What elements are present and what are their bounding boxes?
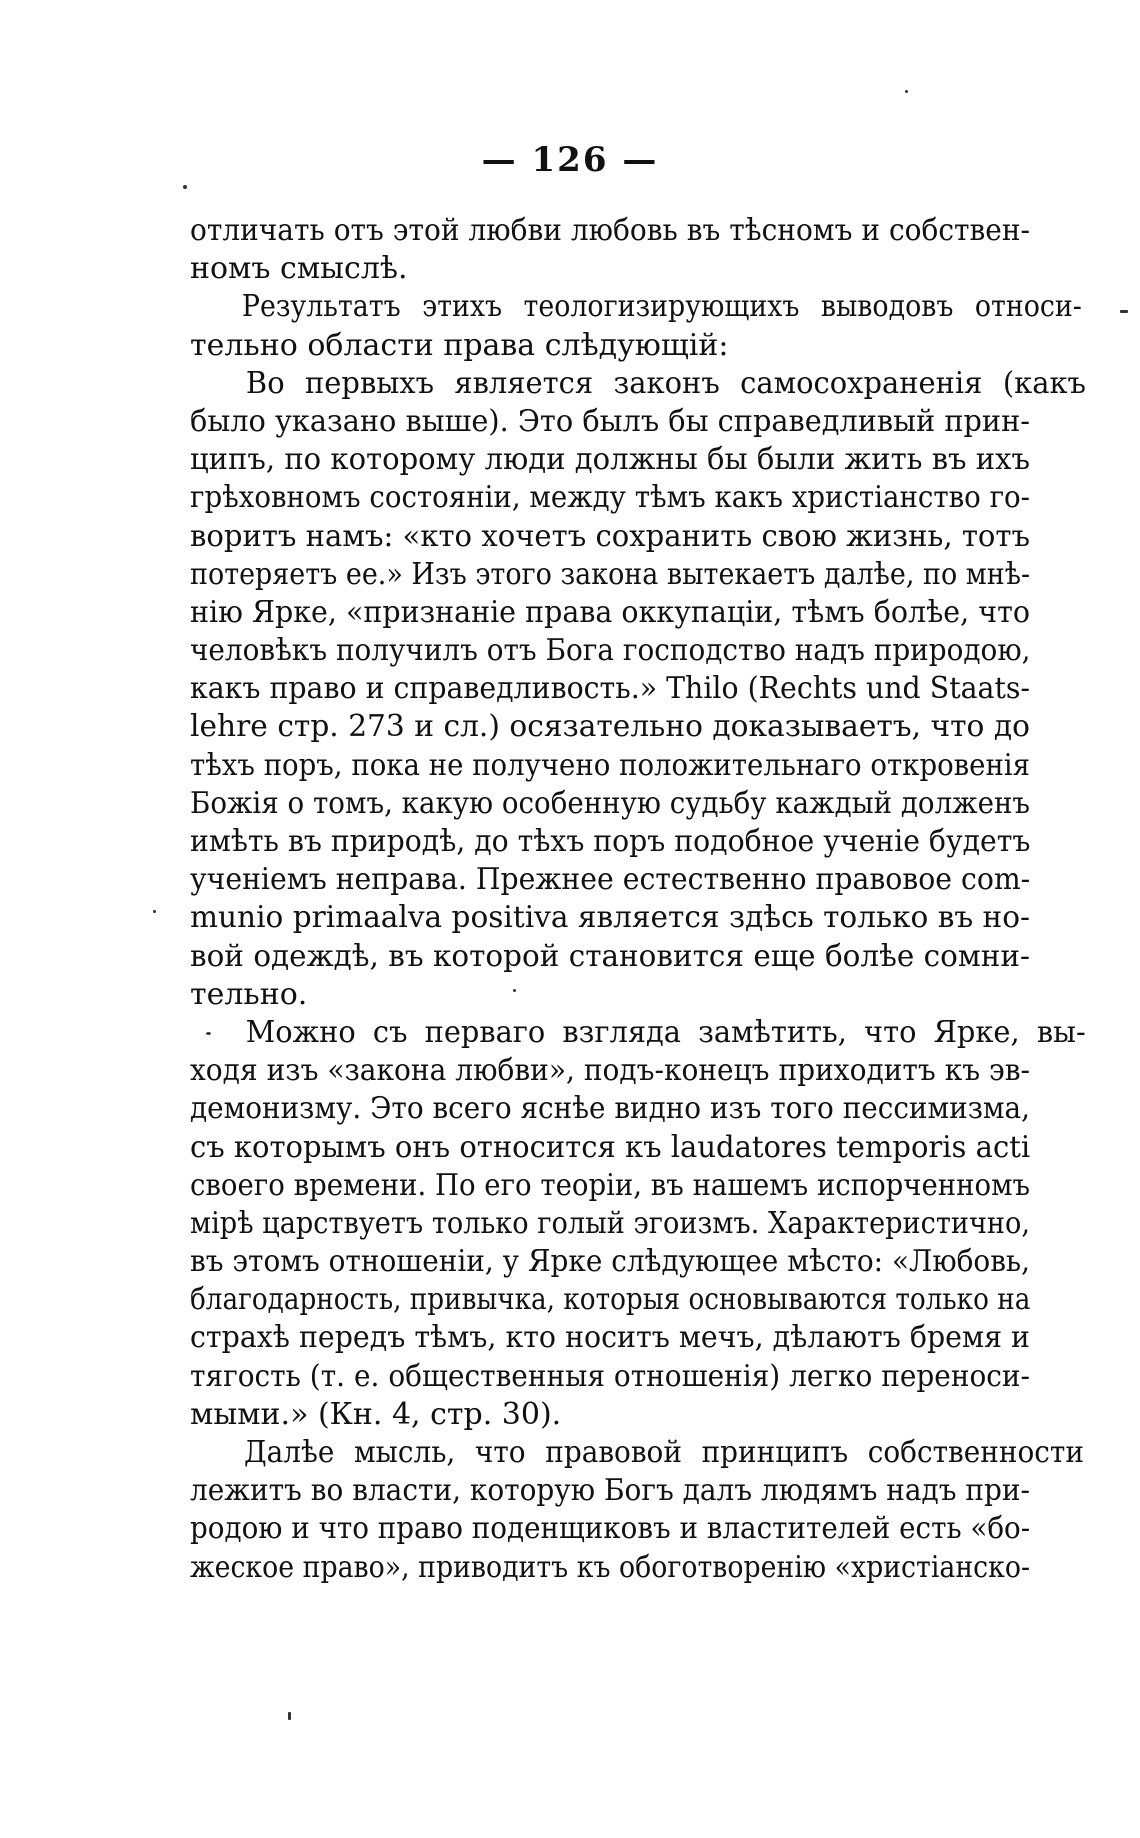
print-speck bbox=[153, 910, 156, 913]
text-line: lehre стр. 273 и сл.) осязательно доказываетъ, что до bbox=[190, 709, 1030, 745]
print-speck bbox=[288, 1712, 291, 1720]
text-line: munio primaalva positiva является здѣсь только въ но- bbox=[190, 900, 1030, 936]
print-speck bbox=[183, 185, 187, 189]
text-line: ципъ, по которому люди должны бы были жить въ ихъ bbox=[190, 442, 1030, 478]
text-line: тельно области права слѣдующій: bbox=[190, 327, 729, 363]
print-speck bbox=[513, 989, 516, 992]
text-line: тѣхъ поръ, пока не получено положительнаго откровенія bbox=[190, 747, 1030, 783]
body-text bbox=[190, 212, 1086, 1587]
text-line: ученіемъ неправа. Прежнее естественно правовое com- bbox=[190, 862, 1031, 898]
text-line: номъ смыслѣ. bbox=[190, 251, 408, 287]
text-line: мірѣ царствуетъ только голый эгоизмъ. Характеристично, bbox=[190, 1205, 1030, 1241]
text-line: жеское право», приводитъ къ обоготворенію «христіанско- bbox=[190, 1549, 1030, 1585]
text-line: съ которымъ онъ относится къ laudatores temporis acti bbox=[190, 1129, 1031, 1165]
text-line: своего времени. По его теоріи, въ нашемъ испорченномъ bbox=[190, 1167, 1031, 1203]
text-line: ходя изъ «закона любви», подъ-конецъ приходитъ къ эв- bbox=[190, 1053, 1030, 1089]
text-line: въ этомъ отношеніи, у Ярке слѣдующее мѣсто: «Любовь, bbox=[190, 1244, 1030, 1280]
text-line: лежитъ во власти, которую Богъ далъ людямъ надъ при- bbox=[190, 1473, 1030, 1509]
text-line: тельно. bbox=[190, 976, 308, 1012]
text-line: демонизму. Это всего яснѣе видно изъ того пессимизма, bbox=[190, 1091, 1030, 1127]
text-line: Во первыхъ является законъ самосохраненія (какъ bbox=[245, 365, 1086, 401]
text-line: благодарность, привычка, которыя основываются только на bbox=[190, 1282, 1031, 1318]
text-line: грѣховномъ состояніи, между тѣмъ какъ христіанство го- bbox=[190, 480, 1030, 516]
text-line: нію Ярке, «признаніе права оккупаціи, тѣмъ болѣе, что bbox=[190, 594, 1030, 630]
text-line: отличать отъ этой любви любовь въ тѣсномъ и собствен- bbox=[190, 213, 1030, 248]
text-line: имѣть въ природѣ, до тѣхъ поръ подобное ученіе будетъ bbox=[190, 824, 1031, 859]
text-line: Можно съ перваго взгляда замѣтить, что Ярке, вы- bbox=[245, 1014, 1086, 1050]
text-line: тягость (т. е. общественныя отношенія) легко переноси- bbox=[190, 1358, 1030, 1394]
page-number: — 126 — bbox=[481, 140, 659, 180]
text-line: Божія о томъ, какую особенную судьбу каждый долженъ bbox=[190, 785, 1030, 821]
text-line: какъ право и справедливость.» Thilo (Rechts und Staats- bbox=[190, 671, 1030, 707]
text-line: мыми.» (Кн. 4, стр. 30). bbox=[190, 1396, 562, 1432]
print-speck bbox=[206, 1032, 211, 1035]
text-line: Далѣе мысль, что правовой принципъ собственности bbox=[243, 1435, 1084, 1470]
print-speck bbox=[905, 90, 908, 93]
text-line: страхѣ передъ тѣмъ, кто носитъ мечъ, дѣлаютъ бремя и bbox=[190, 1320, 1030, 1356]
text-line: вой одеждѣ, въ которой становится еще болѣе сомни- bbox=[190, 938, 1030, 974]
text-line: воритъ намъ: «кто хочетъ сохранить свою жизнь, тотъ bbox=[190, 518, 1030, 554]
text-line: человѣкъ получилъ отъ Бога господство надъ природою, bbox=[190, 633, 1031, 669]
text-line: потеряетъ ее.» Изъ этого закона вытекаетъ далѣе, по мнѣ- bbox=[190, 556, 1031, 592]
text-line: родою и что право поденщиковъ и властителей есть «бо- bbox=[190, 1511, 1031, 1547]
text-line: было указано выше). Это былъ бы справедливый прин- bbox=[190, 403, 1030, 439]
text-line: Результатъ этихъ теологизирующихъ выводовъ относи- bbox=[241, 289, 1082, 325]
print-speck bbox=[1120, 310, 1128, 313]
